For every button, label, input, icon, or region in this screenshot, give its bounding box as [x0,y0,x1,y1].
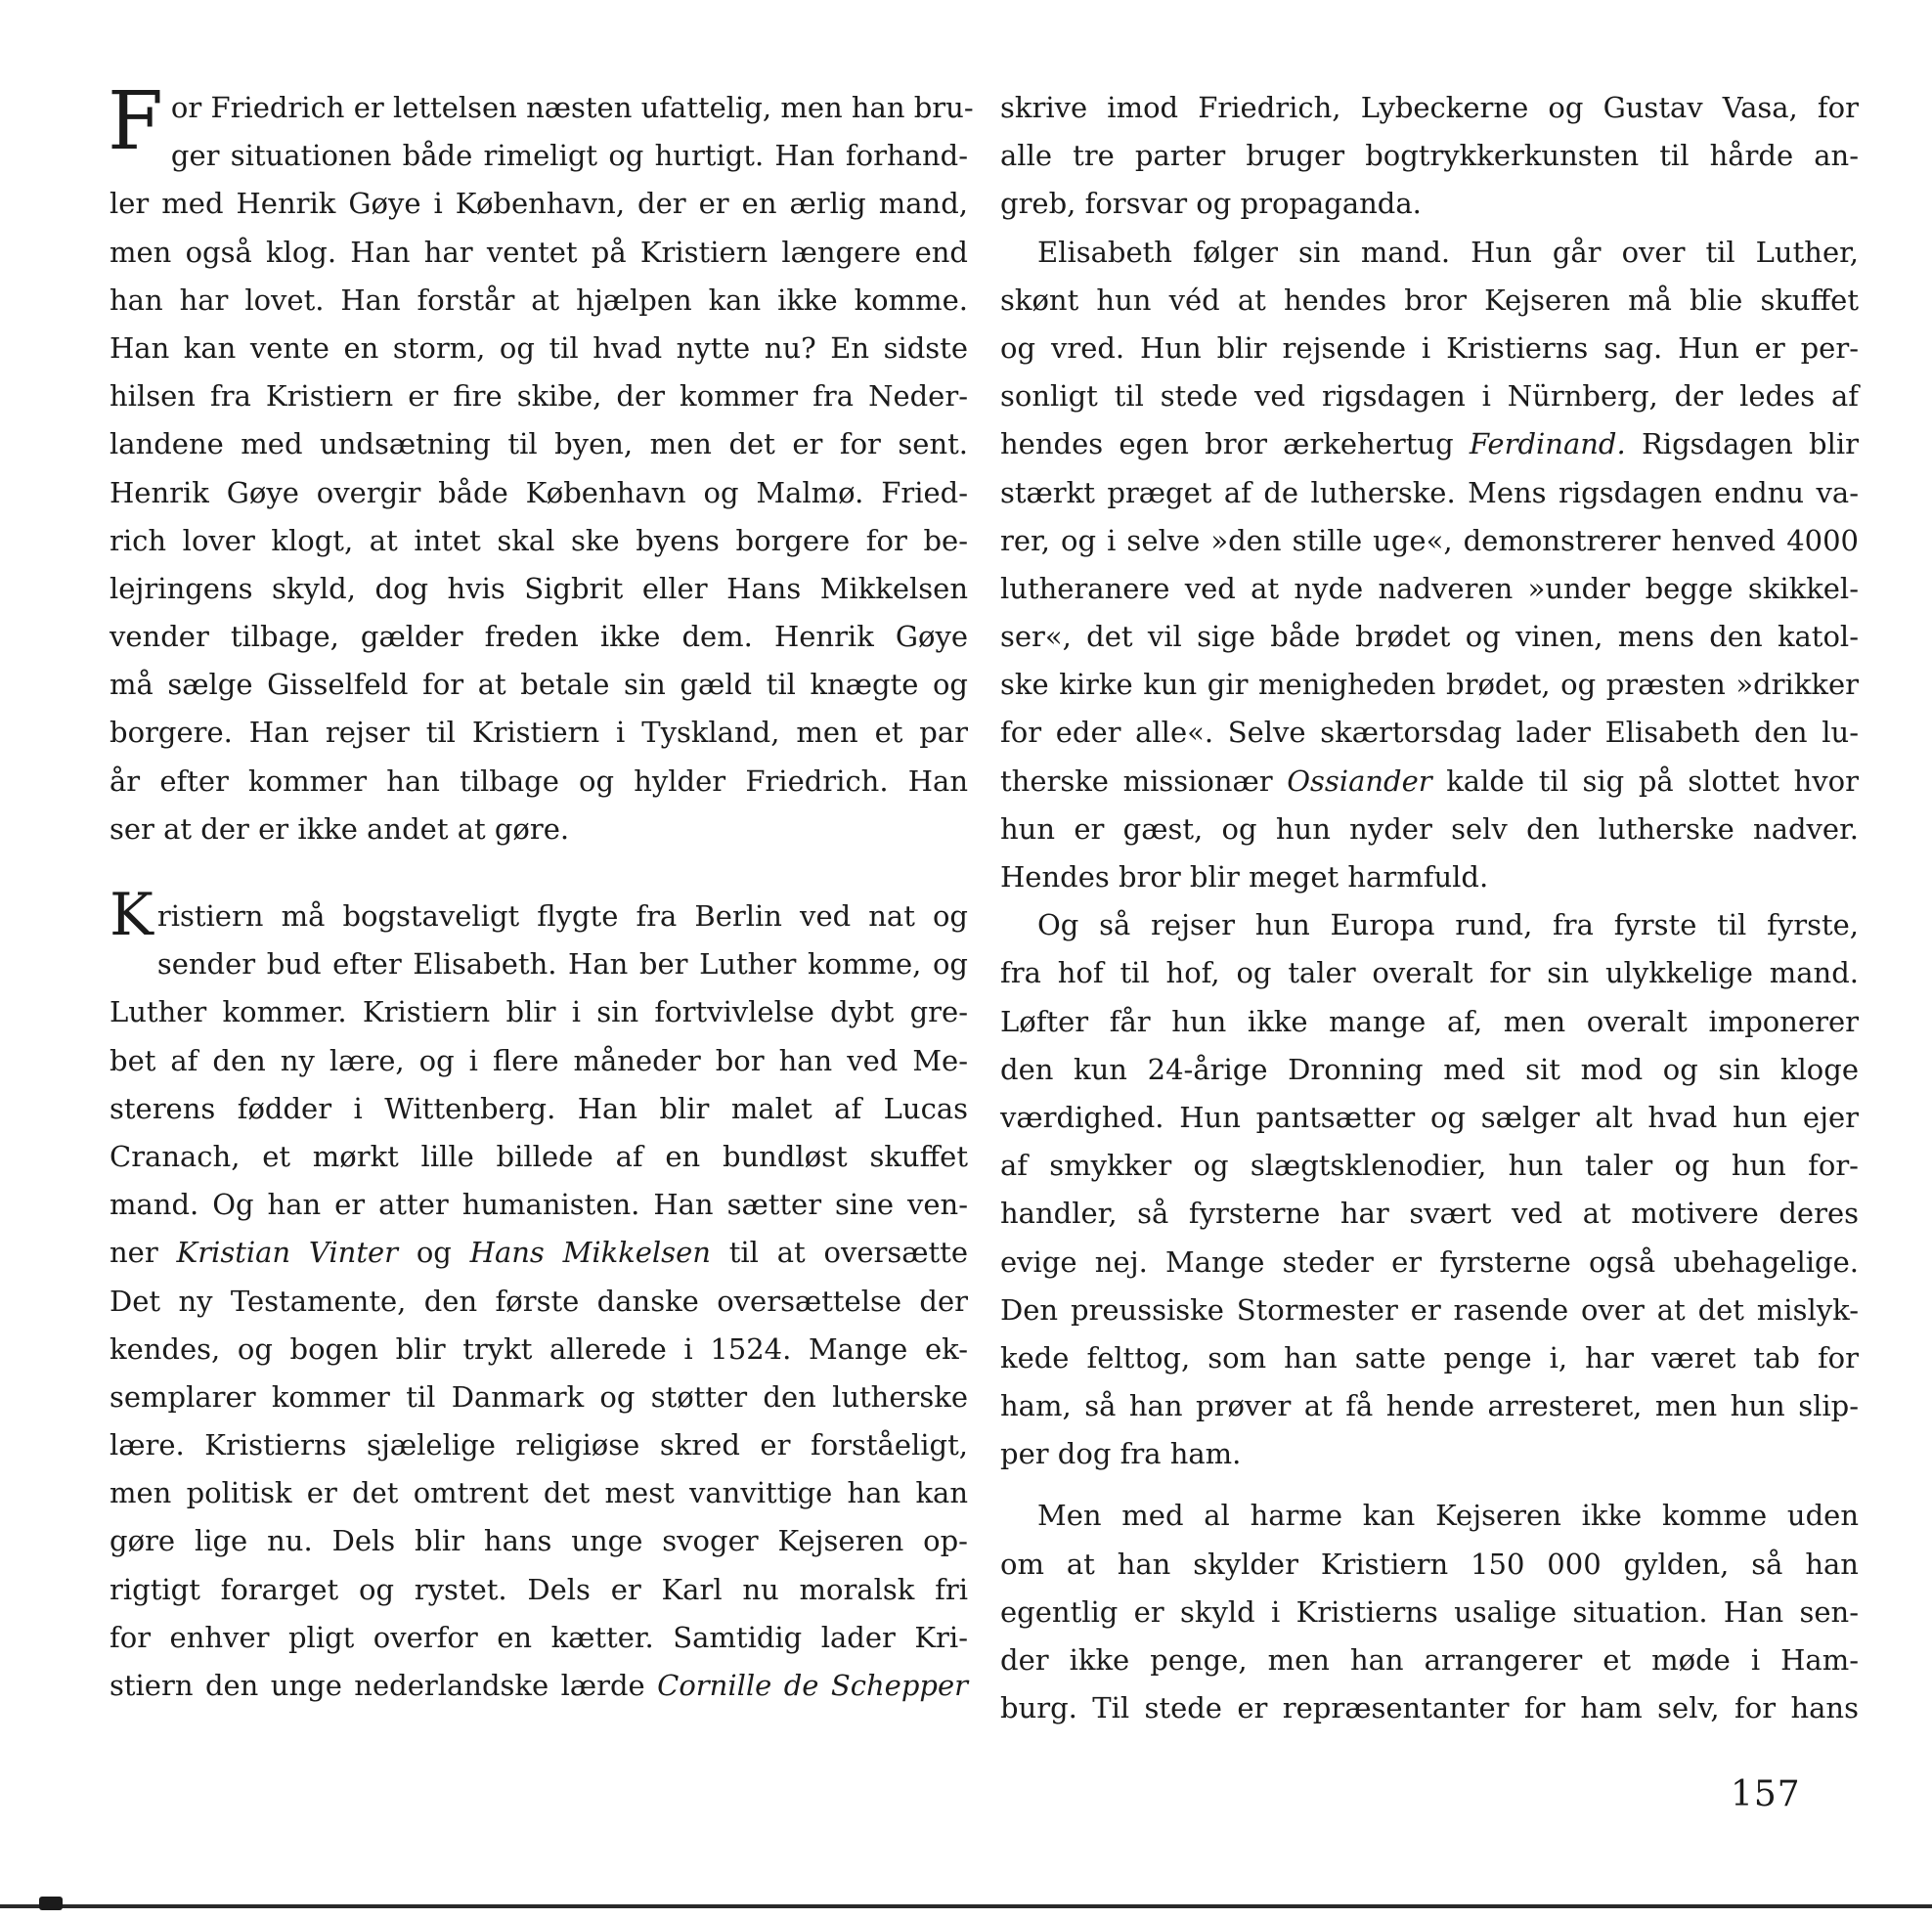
text-line: af smykker og slægtsklenodier, hun taler og hun for- [1000,1149,1859,1183]
text-line: Løfter får hun ikke mange af, men overalt imponerer [1000,1004,1859,1038]
text-span: stiern den unge nederlandske lærde [110,1669,658,1702]
text-line: Det ny Testamente, den første danske oversættelse der [110,1284,968,1318]
text-line: Den preussiske Stormester er rasende over at det mislyk- [1000,1292,1859,1327]
italic-name: Kristian Vinter [176,1236,398,1270]
paragraph-gap [110,853,968,893]
text-line: hilsen fra Kristiern er fire skibe, der kommer fra Neder- [110,379,968,414]
text-line: ler med Henrik Gøye i København, der er en ærlig mand, [110,187,968,221]
text-line: ham, så han prøver at få hende arresteret, men hun slip- [1000,1389,1859,1423]
text-line: rigtigt forarget og rystet. Dels er Karl nu moralsk fri [110,1572,968,1606]
text-line: per dog fra ham. [1000,1437,1242,1471]
text-line: semplarer kommer til Danmark og støtter den lutherske [110,1379,968,1414]
text-line: burg. Til stede er repræsentanter for ham selv, for hans [1000,1691,1859,1725]
text-line: vender tilbage, gælder freden ikke dem. Henrik Gøye [110,620,968,654]
text-line: kede felttog, som han satte penge i, har været tab for [1000,1340,1859,1375]
text-line: gøre lige nu. Dels blir hans unge svoger Kejseren op- [110,1524,968,1558]
text-line: bet af den ny lære, og i flere måneder bor han ved Me- [110,1043,968,1077]
text-line: sender bud efter Elisabeth. Han ber Luther komme, og [156,947,968,982]
text-line: lutheranere ved at nyde nadveren »under begge skikkel- [1000,571,1859,605]
text-line: stærkt præget af de lutherske. Mens rigsdagen endnu va- [1000,475,1859,509]
text-line: Luther kommer. Kristiern blir i sin fortvivlelse dybt gre- [110,995,968,1029]
text-line: værdighed. Hun pantsætter og sælger alt hvad hun ejer [1000,1100,1859,1134]
drop-cap-k: K [110,881,154,949]
text-line: evige nej. Mange steder er fyrsterne også ubehagelige. [1000,1244,1859,1279]
text-line: ser at der er ikke andet at gøre. [110,811,570,846]
text-line: ser«, det vil sige både brødet og vinen, mens den katol- [1000,620,1859,654]
text-line: skønt hun véd at hendes bror Kejseren må blie skuffet [1000,283,1859,317]
page-number: 157 [1731,1774,1801,1814]
text-span: therske missionær [1000,764,1288,798]
text-line: hun er gæst, og hun nyder selv den lutherske nadver. [1000,811,1859,846]
text-span: kalde til sig på slottet hvor [1431,764,1859,798]
text-line: Men med al harme kan Kejseren ikke komme uden [1037,1499,1859,1533]
text-line: lejringens skyld, dog hvis Sigbrit eller Hans Mikkelsen [110,571,968,605]
paragraph-kejseren [1000,1492,1859,1732]
text-line: og vred. Hun blir rejsende i Kristierns sag. Hun er per- [1000,330,1859,365]
italic-name: Cornille de Schepper [657,1669,968,1702]
text-line: skrive imod Friedrich, Lybeckerne og Gustav Vasa, for [1000,91,1859,124]
text-line: Elisabeth følger sin mand. Hun går over til Luther, [1037,235,1859,269]
italic-name: Hans Mikkelsen [469,1236,711,1270]
text-line: for enhver pligt overfor en kætter. Samtidig lader Kri- [110,1620,968,1654]
text-line [1000,758,1859,806]
text-line: Cranach, et mørkt lille billede af en bundløst skuffet [110,1139,968,1173]
text-line [1000,420,1859,468]
text-line: ske kirke kun gir menigheden brødet, og præsten »drikker [1000,668,1859,702]
text-line: Henrik Gøye overgir både København og Malmø. Fried- [110,475,968,509]
text-span: Rigsdagen blir [1625,427,1860,461]
text-line: mand. Og han er atter humanisten. Han sætter sine ven- [110,1188,968,1222]
text-span: til at oversætte [710,1236,968,1270]
bottom-edge-mark [39,1897,63,1910]
paragraph-1 [108,75,974,853]
text-line: fra hof til hof, og taler overalt for sin ulykkelige mand. [1000,956,1859,990]
text-line: om at han skylder Kristiern 150 000 gylden, så han [1000,1547,1859,1581]
text-line: sonligt til stede ved rigsdagen i Nürnberg, der ledes af [1000,379,1859,414]
italic-name: Ferdinand. [1469,427,1626,461]
paragraph-2 [110,881,968,1710]
text-line: alle tre parter bruger bogtrykkerkunsten til hårde an- [1000,139,1859,173]
text-line: sterens fødder i Wittenberg. Han blir malet af Lucas [110,1091,968,1125]
text-line [110,1662,968,1710]
text-line [110,1229,968,1277]
text-line: men politisk er det omtrent det mest vanvittige han kan [110,1476,968,1510]
text-line: den kun 24-årige Dronning med sit mod og sin kloge [1000,1052,1859,1086]
italic-name: Ossiander [1287,764,1432,798]
text-line: Han kan vente en storm, og til hvad nytte nu? En sidste [110,330,968,365]
paragraph-europa [1000,901,1859,1478]
text-line: ger situationen både rimeligt og hurtigt. Han forhand- [170,139,968,173]
text-line: lære. Kristierns sjælelige religiøse skred er forståeligt, [110,1428,968,1462]
bottom-edge-rule [0,1904,1932,1908]
text-line: Og så rejser hun Europa rund, fra fyrste til fyrste, [1037,908,1859,942]
text-line: må sælge Gisselfeld for at betale sin gæld til knægte og [110,668,968,702]
text-line-with-dropcap [110,881,968,949]
text-line: rich lover klogt, at intet skal ske byens borgere for be- [110,523,968,557]
left-column [108,75,974,1710]
text-span: hendes egen bror ærkehertug [1000,427,1470,461]
text-line: år efter kommer han tilbage og hylder Friedrich. Han [110,764,968,798]
paragraph-continued [1000,84,1859,229]
text-line: der ikke penge, men han arrangerer et møde i Ham- [1000,1643,1859,1677]
text-line: borgere. Han rejser til Kristiern i Tyskland, men et par [110,716,968,750]
text-line: Hendes bror blir meget harmfuld. [1000,860,1489,894]
text-line: for eder alle«. Selve skærtorsdag lader Elisabeth den lu- [1000,716,1859,750]
text-line: or Friedrich er lettelsen næsten ufattelig, men han bru- [170,91,974,124]
text-line: kendes, og bogen blir trykt allerede i 1524. Mange ek- [110,1331,968,1366]
paragraph-elisabeth [1000,229,1859,902]
text-line: han har lovet. Han forstår at hjælpen kan ikke komme. [110,283,968,317]
text-line: handler, så fyrsterne har svært ved at motivere deres [1000,1197,1859,1231]
text-line: rer, og i selve »den stille uge«, demonstrerer henved 4000 [1000,523,1859,557]
text-span: og [398,1236,470,1270]
text-line: landene med undsætning til byen, men det er for sent. [110,427,968,461]
right-column [1000,84,1859,1732]
text-span: ristiern må bogstaveligt flygte fra Berlin ved nat og [156,899,968,933]
text-line: egentlig er skyld i Kristierns usalige situation. Han sen- [1000,1594,1859,1629]
drop-cap-f: F [108,75,163,168]
text-span: ner [110,1236,177,1270]
text-line: men også klog. Han har ventet på Kristiern længere end [110,235,968,269]
text-line: greb, forsvar og propaganda. [1000,187,1422,221]
paragraph-gap [1000,1478,1859,1492]
